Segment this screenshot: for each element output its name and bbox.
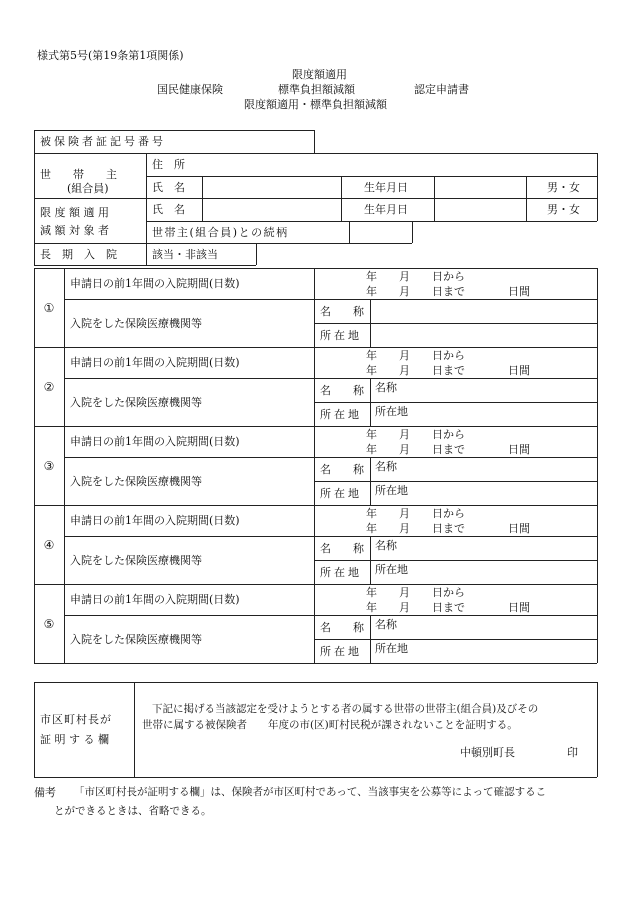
remarks-line1: 「市区町村長が証明する欄」は、保険者が市区町村であって、当該事実を公募等によって確認するこ: [74, 786, 547, 798]
householder-address-field[interactable]: [205, 156, 593, 173]
target-birth-label: 生年月日: [364, 203, 408, 216]
period-number: ②: [43, 380, 55, 394]
period-days[interactable]: 日間: [508, 522, 530, 535]
householder-birth-field[interactable]: [437, 179, 523, 196]
institution-name-label: 名 称: [320, 542, 364, 555]
certification-text-line2: 世帯に属する被保険者 年度の市(区)町村民税が課されないことを証明する。: [142, 719, 518, 731]
target-birth-field[interactable]: [437, 201, 523, 218]
title-right: 認定申請書: [414, 83, 469, 96]
form-number: 様式第5号(第19条第1項関係): [37, 49, 184, 62]
householder-name-label: 氏 名: [152, 181, 185, 194]
period-days[interactable]: 日間: [508, 601, 530, 614]
institution-label: 入院をした保険医療機関等: [70, 317, 202, 330]
period-from[interactable]: 年 月 日から: [366, 428, 465, 441]
period-number: ①: [43, 301, 55, 315]
institution-name-label: 名 称: [320, 305, 364, 318]
institution-name-label: 名 称: [320, 384, 364, 397]
householder-label: 世 帯 主: [40, 168, 117, 181]
relation-field[interactable]: [352, 224, 408, 240]
certification-label-line1: 市区町村長が: [40, 713, 112, 726]
institution-address-label: 所在地: [320, 487, 362, 500]
householder-birth-label: 生年月日: [364, 181, 408, 194]
institution-address-label: 所在地: [320, 645, 362, 658]
remarks-label: 備考: [34, 786, 56, 799]
householder-gender[interactable]: 男・女: [547, 181, 580, 194]
institution-name-field[interactable]: 名称: [375, 460, 397, 473]
period-to[interactable]: 年 月 日まで: [366, 601, 465, 614]
institution-address-field[interactable]: 所在地: [375, 405, 408, 418]
long-term-value[interactable]: 該当・非該当: [152, 248, 218, 261]
title-left: 国民健康保険: [157, 83, 223, 96]
target-gender[interactable]: 男・女: [547, 203, 580, 216]
institution-address-label: 所在地: [320, 408, 362, 421]
institution-address-field[interactable]: 所在地: [375, 484, 408, 497]
period-days[interactable]: 日間: [508, 364, 530, 377]
period-to[interactable]: 年 月 日まで: [366, 443, 465, 456]
title-line1: 限度額適用: [292, 68, 347, 81]
certification-text-line1: 下記に掲げる当該認定を受けようとする者の属する世帯の世帯主(組合員)及びその: [152, 703, 539, 715]
title-middle: 標準負担額減額: [278, 83, 355, 96]
institution-label: 入院をした保険医療機関等: [70, 475, 202, 488]
target-label-line2: 減 額 対 象 者: [40, 224, 109, 237]
institution-name-label: 名 称: [320, 463, 364, 476]
period-from[interactable]: 年 月 日から: [366, 507, 465, 520]
institution-name-field[interactable]: 名称: [375, 381, 397, 394]
period-to[interactable]: 年 月 日まで: [366, 522, 465, 535]
institution-name-field[interactable]: 名称: [375, 618, 397, 631]
period-label: 申請日の前1年間の入院期間(日数): [70, 277, 240, 290]
period-to[interactable]: 年 月 日まで: [366, 285, 465, 298]
period-label: 申請日の前1年間の入院期間(日数): [70, 514, 240, 527]
institution-label: 入院をした保険医療機関等: [70, 396, 202, 409]
institution-name-field[interactable]: 名称: [375, 539, 397, 552]
period-from[interactable]: 年 月 日から: [366, 586, 465, 599]
insured-number-field[interactable]: [312, 131, 313, 132]
period-label: 申請日の前1年間の入院期間(日数): [70, 356, 240, 369]
insured-number-label: 被保険者証記号番号: [40, 135, 166, 148]
certification-label-line2: 証 明 す る 欄: [40, 733, 109, 746]
period-days[interactable]: 日間: [508, 443, 530, 456]
householder-address-label: 住 所: [152, 158, 185, 171]
certification-signer: 中頓別町長: [460, 746, 515, 759]
institution-address-label: 所在地: [320, 329, 362, 342]
target-label-line1: 限 度 額 適 用: [40, 206, 109, 219]
period-label: 申請日の前1年間の入院期間(日数): [70, 593, 240, 606]
remarks-line2: とができるときは、省略できる。: [54, 805, 212, 817]
seal-mark: 印: [567, 746, 578, 759]
title-line3: 限度額適用・標準負担額減額: [244, 98, 387, 111]
period-number: ③: [43, 459, 55, 473]
householder-name-field[interactable]: [205, 179, 337, 196]
target-name-label: 氏 名: [152, 203, 185, 216]
target-name-field[interactable]: [205, 201, 337, 218]
period-from[interactable]: 年 月 日から: [366, 349, 465, 362]
period-days[interactable]: 日間: [508, 285, 530, 298]
period-number: ④: [43, 538, 55, 552]
relation-label: 世帯主(組合員)との続柄: [152, 226, 289, 239]
institution-label: 入院をした保険医療機関等: [70, 554, 202, 567]
period-number: ⑤: [43, 617, 55, 631]
institution-address-label: 所在地: [320, 566, 362, 579]
institution-address-field[interactable]: 所在地: [375, 563, 408, 576]
institution-address-field[interactable]: 所在地: [375, 642, 408, 655]
institution-label: 入院をした保険医療機関等: [70, 633, 202, 646]
institution-name-label: 名 称: [320, 621, 364, 634]
period-from[interactable]: 年 月 日から: [366, 270, 465, 283]
long-term-label: 長 期 入 院: [40, 248, 117, 261]
householder-sublabel: (組合員): [67, 182, 109, 195]
period-label: 申請日の前1年間の入院期間(日数): [70, 435, 240, 448]
period-to[interactable]: 年 月 日まで: [366, 364, 465, 377]
